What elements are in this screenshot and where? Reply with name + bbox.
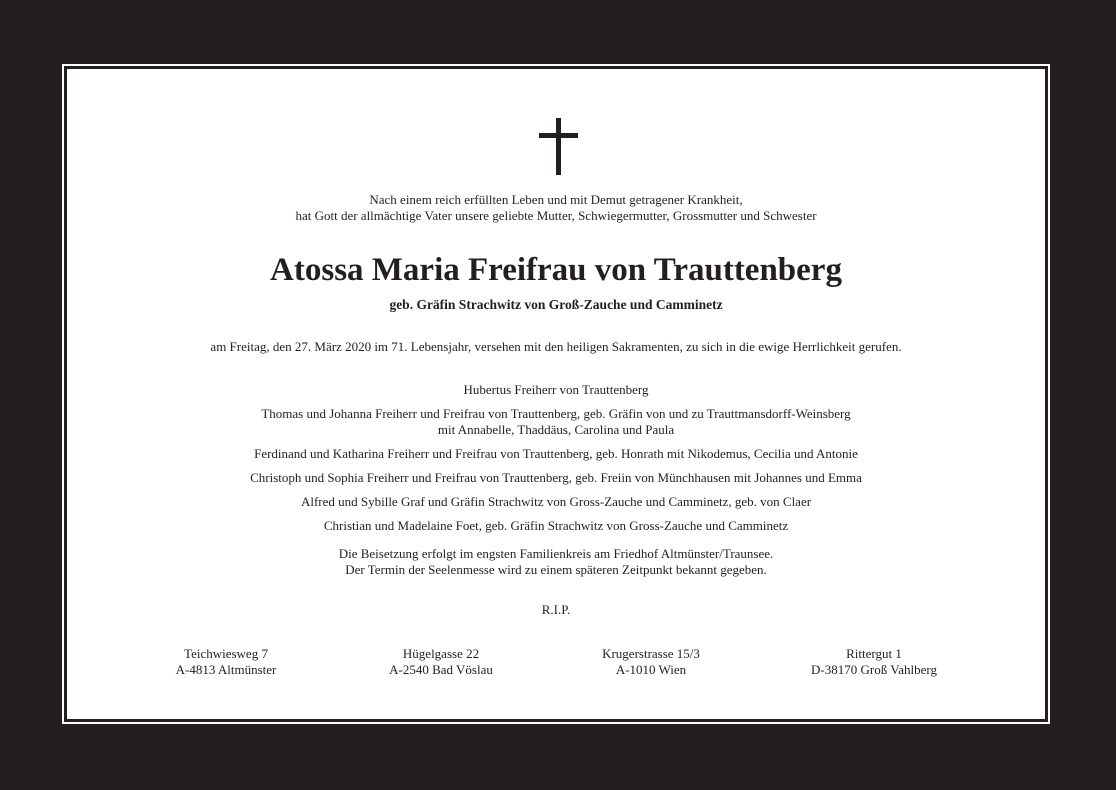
intro-line-2: hat Gott der allmächtige Vater unsere geliebte Mutter, Schwiegermutter, Grossmutter und Schwester (295, 208, 817, 223)
funeral-note-2: Der Termin der Seelenmesse wird zu einem späteren Zeitpunkt bekannt gegeben. (345, 562, 767, 577)
mourner-line-6: Alfred und Sybille Graf und Gräfin Strachwitz von Gross-Zauche und Camminetz, geb. von Claer (300, 494, 812, 509)
mourner-line-2: Thomas und Johanna Freiherr und Freifrau von Trauttenberg, geb. Gräfin von und zu Trauttmansdorff-Weinsberg (261, 406, 851, 421)
address-city: A-1010 Wien (615, 662, 687, 677)
address-city: A-4813 Altmünster (175, 662, 277, 677)
address-block (126, 646, 326, 678)
address-street: Rittergut 1 (846, 646, 902, 661)
address-block (341, 646, 541, 678)
address-street: Hügelgasse 22 (402, 646, 480, 661)
mourner-line-3: mit Annabelle, Thaddäus, Carolina und Paula (437, 422, 675, 437)
mourner-line-4: Ferdinand und Katharina Freiherr und Freifrau von Trauttenberg, geb. Honrath mit Nikodemus, Cecilia und Antonie (254, 446, 858, 461)
address-block (551, 646, 751, 678)
funeral-note-1: Die Beisetzung erfolgt im engsten Familienkreis am Friedhof Altmünster/Traunsee. (338, 546, 774, 561)
closing-rip: R.I.P. (541, 602, 571, 617)
address-street: Teichwiesweg 7 (184, 646, 268, 661)
mourner-line-5: Christoph und Sophia Freiherr und Freifrau von Trauttenberg, geb. Freiin von Münchhausen mit Johannes und Emma (250, 470, 862, 485)
deceased-name: Atossa Maria Freifrau von Trauttenberg (270, 252, 842, 288)
death-statement: am Freitag, den 27. März 2020 im 71. Lebensjahr, versehen mit den heiligen Sakramenten, zu sich in die ewige Herrlichkeit gerufen. (210, 339, 902, 354)
deceased-birth-name: geb. Gräfin Strachwitz von Groß-Zauche und Camminetz (389, 297, 723, 312)
intro-line-1: Nach einem reich erfüllten Leben und mit Demut getragener Krankheit, (369, 192, 743, 207)
obituary-card (67, 69, 1045, 719)
address-city: D-38170 Groß Vahlberg (811, 662, 937, 677)
mourner-line-7: Christian und Madelaine Foet, geb. Gräfin Strachwitz von Gross-Zauche und Camminetz (323, 518, 789, 533)
address-street: Krugerstrasse 15/3 (602, 646, 700, 661)
address-block (774, 646, 974, 678)
address-city: A-2540 Bad Vöslau (389, 662, 493, 677)
mourner-line-1: Hubertus Freiherr von Trauttenberg (463, 382, 649, 397)
